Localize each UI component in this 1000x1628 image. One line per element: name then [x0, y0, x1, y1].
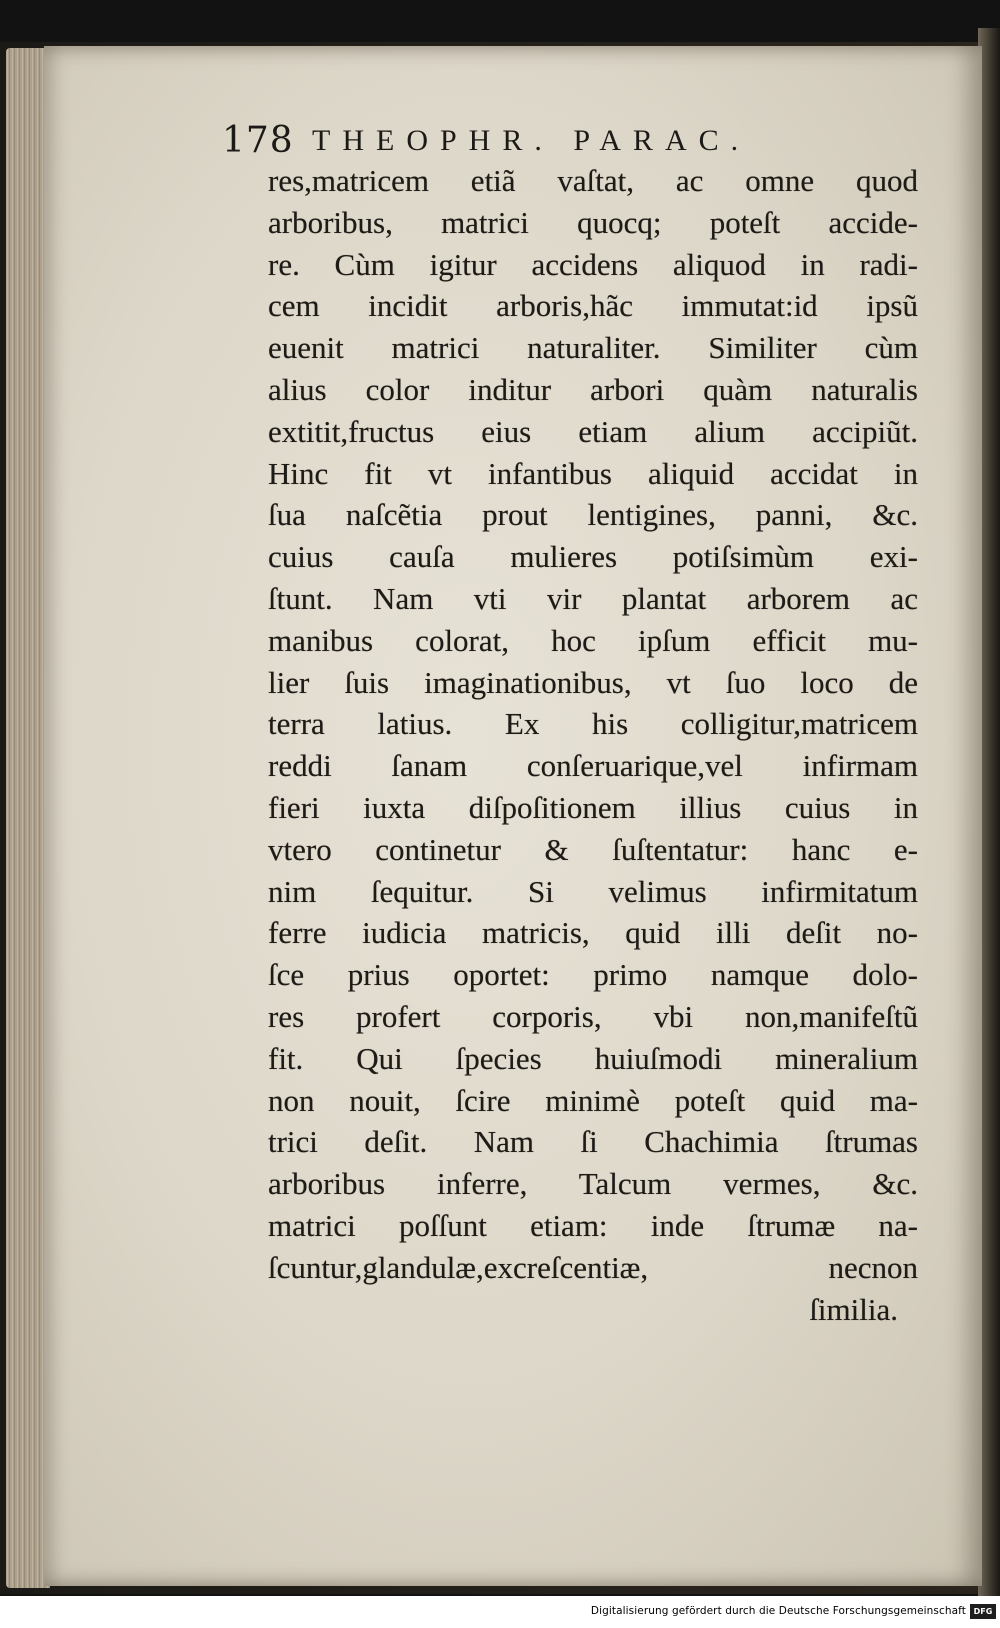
- text-line: reddi ſanam conſeruarique,vel infirmam: [268, 748, 918, 784]
- dfg-logo: DFG: [970, 1604, 996, 1619]
- text-line: res,matricem etiã vaſtat, ac omne quod: [268, 163, 918, 198]
- text-line: alius color inditur arbori quàm naturalis: [268, 371, 918, 407]
- text-line: Hinc fit vt infantibus aliquid accidat in: [268, 455, 918, 491]
- funding-credit: Digitalisierung gefördert durch die Deutsche Forschungsgemeinschaft: [590, 1605, 966, 1617]
- text-line: non nouit, ſcire minimè poteſt quid ma-: [268, 1082, 918, 1118]
- text-line: vtero continetur & ſuſtentatur: hanc e-: [268, 831, 918, 867]
- text-line: ſcuntur,glandulæ,excreſcentiæ, necnon: [268, 1249, 918, 1285]
- text-line: nim ſequitur. Si velimus infirmitatum: [268, 873, 918, 909]
- text-line: fit. Qui ſpecies huiuſmodi mineralium: [268, 1040, 918, 1076]
- text-line: ſce prius oportet: primo namque dolo-: [268, 957, 918, 993]
- text-line: terra latius. Ex his colligitur,matricem: [268, 706, 918, 742]
- text-line: lier ſuis imaginationibus, vt ſuo loco de: [268, 664, 918, 700]
- text-line: manibus colorat, hoc ipſum efficit mu-: [268, 622, 918, 658]
- text-line: res profert corporis, vbi non,manifeſtũ: [268, 998, 918, 1034]
- text-line: euenit matrici naturaliter. Similiter cùm: [268, 330, 918, 366]
- text-line: ſua naſcẽtia prout lentigines, panni, &c.: [268, 497, 918, 533]
- text-line: cem incidit arboris,hãc immutat:id ipsũ: [268, 288, 918, 324]
- footer-bar: [0, 1596, 1000, 1628]
- running-head: THEOPHR. PARAC.: [312, 124, 751, 157]
- text-line: trici deſit. Nam ſi Chachimia ſtrumas: [268, 1124, 918, 1160]
- body-text: [268, 160, 918, 1330]
- text-line: ferre iudicia matricis, quid illi deſit no-: [268, 915, 918, 951]
- text-line: ſtunt. Nam vti vir plantat arborem ac: [268, 580, 918, 616]
- text-line-final: ſimilia.: [809, 1291, 898, 1327]
- text-line: cuius cauſa mulieres potiſsimùm exi-: [268, 539, 918, 575]
- text-line: arboribus inferre, Talcum vermes, &c.: [268, 1166, 918, 1202]
- text-line: arboribus, matrici quocq; poteſt accide-: [268, 204, 918, 240]
- text-line: extitit,fructus eius etiam alium accipiũt.: [268, 413, 918, 449]
- text-line: fieri iuxta diſpoſitionem illius cuius in: [268, 789, 918, 825]
- text-line: re. Cùm igitur accidens aliquod in radi-: [268, 246, 918, 282]
- text-line: matrici poſſunt etiam: inde ſtrumæ na-: [268, 1207, 918, 1243]
- page-number: 178: [222, 120, 294, 161]
